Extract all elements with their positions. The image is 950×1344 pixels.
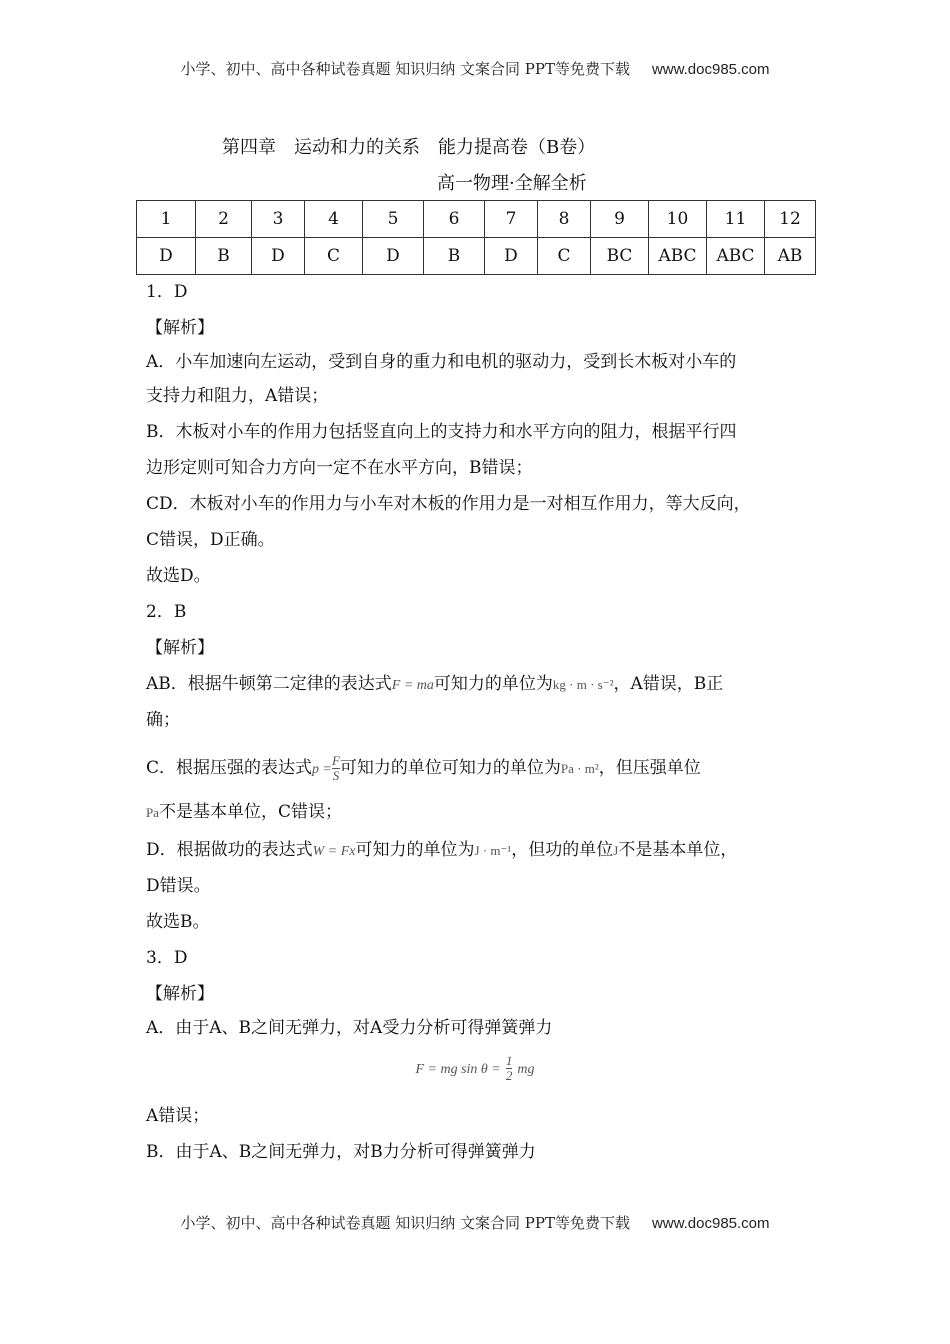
answer-number-cell: 9 bbox=[591, 201, 649, 238]
answer-number-cell: 10 bbox=[649, 201, 707, 238]
answer-number-row bbox=[137, 201, 816, 238]
answer-value-cell: C bbox=[538, 238, 591, 275]
q2-ab-text-mid: 可知力的单位为 bbox=[433, 674, 553, 694]
q3-option-a-line1: A．由于A、B之间无弹力，对A受力分析可得弹簧弹力 bbox=[146, 1018, 553, 1038]
answer-value-cell: C bbox=[305, 238, 363, 275]
q3-formula-denominator: 2 bbox=[505, 1068, 513, 1083]
q1-option-cd-line2: C错误，D正确。 bbox=[146, 530, 275, 550]
q2-c-numerator: F bbox=[331, 753, 340, 768]
answer-number-cell: 2 bbox=[196, 201, 252, 238]
q1-option-a-line2: 支持力和阻力，A错误； bbox=[146, 386, 329, 406]
q2-ab-text-pre: AB．根据牛顿第二定律的表达式 bbox=[146, 674, 392, 694]
q2-ab-formula: F = ma bbox=[391, 678, 434, 693]
footer-site-link[interactable]: www.doc985.com bbox=[651, 1215, 770, 1232]
page-title: 第四章 运动和力的关系 能力提高卷（B卷） bbox=[222, 137, 596, 158]
q2-c-fraction bbox=[332, 754, 340, 783]
page-subtitle: 高一物理·全解全析 bbox=[437, 173, 587, 194]
q3-option-b-line1: B．由于A、B之间无弹力，对B力分析可得弹簧弹力 bbox=[146, 1142, 536, 1162]
answer-value-cell: B bbox=[196, 238, 252, 275]
answer-value-row bbox=[137, 238, 816, 275]
q3-answer-heading: 3．D bbox=[146, 948, 188, 968]
answer-number-cell: 6 bbox=[424, 201, 485, 238]
page-footer bbox=[0, 1212, 950, 1233]
q2-d-text-mid2: ，但功的单位 bbox=[511, 840, 614, 860]
q2-d-text-mid: 可知力的单位为 bbox=[355, 840, 475, 860]
footer-text: 小学、初中、高中各种试卷真题 知识归纳 文案合同 PPT等免费下载 bbox=[180, 1214, 630, 1232]
q2-option-ab-line2: 确； bbox=[146, 710, 180, 730]
answer-value-cell: D bbox=[252, 238, 305, 275]
q3-analysis-label: 【解析】 bbox=[146, 984, 214, 1004]
answer-value-cell: D bbox=[363, 238, 424, 275]
q2-option-ab-line1 bbox=[146, 674, 723, 696]
answer-value-cell: BC bbox=[591, 238, 649, 275]
q1-option-b-line2: 边形定则可知合力方向一定不在水平方向，B错误； bbox=[146, 458, 533, 478]
q1-option-a-line1: A．小车加速向左运动，受到自身的重力和电机的驱动力，受到长木板对小车的 bbox=[146, 352, 737, 372]
q2-option-c-line2 bbox=[146, 802, 342, 823]
header-text: 小学、初中、高中各种试卷真题 知识归纳 文案合同 PPT等免费下载 bbox=[180, 60, 630, 78]
answer-number-cell: 8 bbox=[538, 201, 591, 238]
q1-option-b-line1: B．木板对小车的作用力包括竖直向上的支持力和水平方向的阻力，根据平行四 bbox=[146, 422, 737, 442]
answer-number-cell: 12 bbox=[765, 201, 816, 238]
q3-formula-fraction bbox=[506, 1054, 513, 1083]
answer-number-cell: 4 bbox=[305, 201, 363, 238]
q2-c-text-post: ，但压强单位 bbox=[598, 758, 701, 778]
q2-c-text-pre: C．根据压强的表达式 bbox=[146, 758, 313, 778]
q2-ab-text-post: ，A错误，B正 bbox=[613, 674, 724, 694]
answer-table bbox=[136, 200, 816, 275]
q2-d-unit2: J bbox=[613, 843, 619, 858]
q2-c2-unit: Pa bbox=[146, 805, 159, 820]
q2-option-d-line1 bbox=[146, 840, 737, 862]
q2-answer-heading: 2．B bbox=[146, 602, 187, 622]
q3-formula-numerator: 1 bbox=[505, 1053, 513, 1068]
page-header bbox=[0, 58, 950, 79]
answer-value-cell: AB bbox=[765, 238, 816, 275]
q2-d-unit: J · m⁻¹ bbox=[474, 843, 512, 858]
q2-c-denominator: S bbox=[332, 768, 340, 783]
q2-d-text-pre: D．根据做功的表达式 bbox=[146, 840, 313, 860]
q2-c-text-mid: 可知力的单位可知力的单位为 bbox=[339, 758, 561, 778]
answer-value-cell: B bbox=[424, 238, 485, 275]
header-site-link[interactable]: www.doc985.com bbox=[651, 61, 770, 78]
q1-analysis-label: 【解析】 bbox=[146, 318, 214, 338]
answer-number-cell: 7 bbox=[485, 201, 538, 238]
answer-number-cell: 11 bbox=[707, 201, 765, 238]
q2-ab-unit: kg · m · s⁻² bbox=[552, 677, 614, 692]
q2-c-formula-lhs: p = bbox=[312, 762, 332, 777]
q2-analysis-label: 【解析】 bbox=[146, 638, 214, 658]
answer-number-cell: 1 bbox=[137, 201, 196, 238]
answer-number-cell: 3 bbox=[252, 201, 305, 238]
q1-conclusion: 故选D。 bbox=[146, 566, 211, 586]
q2-d-formula: W = Fx bbox=[312, 844, 356, 859]
q3-formula-rhs: mg bbox=[517, 1062, 535, 1077]
q3-formula bbox=[0, 1054, 950, 1083]
answer-value-cell: ABC bbox=[707, 238, 765, 275]
q2-option-c-line1 bbox=[146, 754, 701, 783]
q2-c2-text: 不是基本单位，C错误； bbox=[159, 802, 343, 822]
answer-value-cell: D bbox=[485, 238, 538, 275]
q2-conclusion: 故选B。 bbox=[146, 912, 210, 932]
q2-option-d-line2: D错误。 bbox=[146, 876, 211, 896]
q1-answer-heading: 1．D bbox=[146, 282, 188, 302]
q2-d-text-post: 不是基本单位， bbox=[618, 840, 738, 860]
answer-number-cell: 5 bbox=[363, 201, 424, 238]
q2-c-unit: Pa · m² bbox=[560, 761, 599, 776]
answer-value-cell: D bbox=[137, 238, 196, 275]
q1-option-cd-line1: CD．木板对小车的作用力与小车对木板的作用力是一对相互作用力，等大反向， bbox=[146, 494, 751, 514]
q3-formula-lhs: F = mg sin θ = bbox=[415, 1062, 501, 1077]
q3-option-a-line2: A错误； bbox=[146, 1106, 210, 1126]
answer-value-cell: ABC bbox=[649, 238, 707, 275]
